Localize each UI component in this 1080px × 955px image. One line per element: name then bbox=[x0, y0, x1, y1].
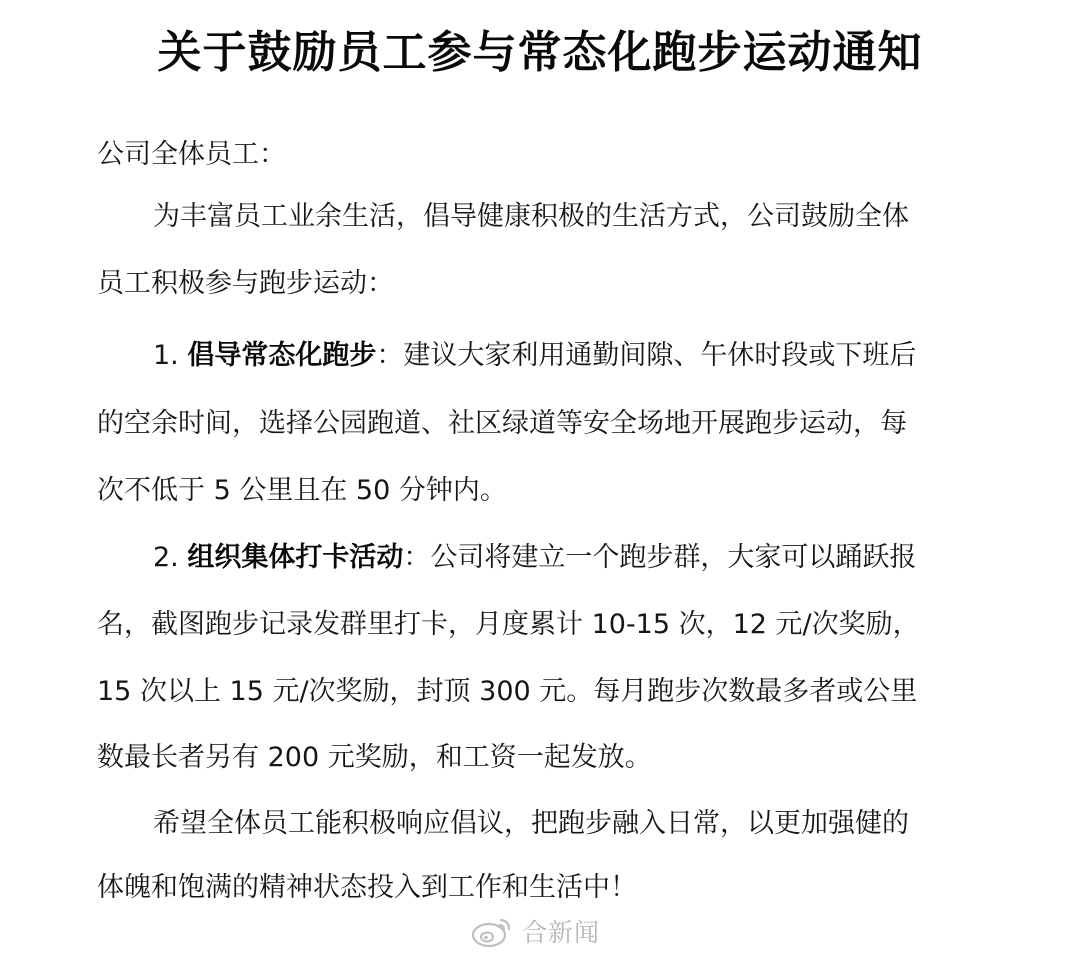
item2-line-1 bbox=[153, 540, 916, 576]
item1-line-1 bbox=[153, 338, 916, 374]
item1-line-3: 次不低于 5 公里且在 50 分钟内。 bbox=[97, 475, 507, 506]
item1-line-2: 的空余时间，选择公园跑道、社区绿道等安全场地开展跑步运动，每 bbox=[97, 408, 907, 439]
salutation: 公司全体员工： bbox=[97, 139, 286, 170]
intro-line-2: 员工积极参与跑步运动： bbox=[97, 268, 394, 299]
watermark-text: 合新闻 bbox=[522, 918, 601, 947]
item2-line-1-text: ：公司将建立一个跑步群，大家可以踊跃报 bbox=[403, 542, 917, 573]
item2-line-2: 名，截图跑步记录发群里打卡，月度累计 10-15 次，12 元/次奖励， bbox=[97, 609, 920, 640]
watermark bbox=[470, 913, 600, 949]
item1-line-1-text: ：建议大家利用通勤间隙、午休时段或下班后 bbox=[376, 340, 917, 371]
item2-line-4: 数最长者另有 200 元奖励，和工资一起发放。 bbox=[97, 742, 652, 773]
weibo-icon bbox=[470, 914, 514, 948]
notice-title: 关于鼓励员工参与常态化跑步运动通知 bbox=[157, 27, 923, 78]
item2-number: 2. bbox=[153, 542, 188, 573]
closing-line-2: 体魄和饱满的精神状态投入到工作和生活中！ bbox=[97, 872, 637, 903]
item2-line-3: 15 次以上 15 元/次奖励，封顶 300 元。每月跑步次数最多者或公里 bbox=[97, 676, 918, 707]
intro-line-1: 为丰富员工业余生活，倡导健康积极的生活方式，公司鼓励全体 bbox=[153, 201, 909, 232]
item1-heading: 倡导常态化跑步 bbox=[187, 340, 377, 371]
item2-heading: 组织集体打卡活动 bbox=[187, 542, 404, 573]
item1-number: 1. bbox=[153, 340, 188, 371]
closing-line-1: 希望全体员工能积极响应倡议，把跑步融入日常，以更加强健的 bbox=[153, 808, 909, 839]
